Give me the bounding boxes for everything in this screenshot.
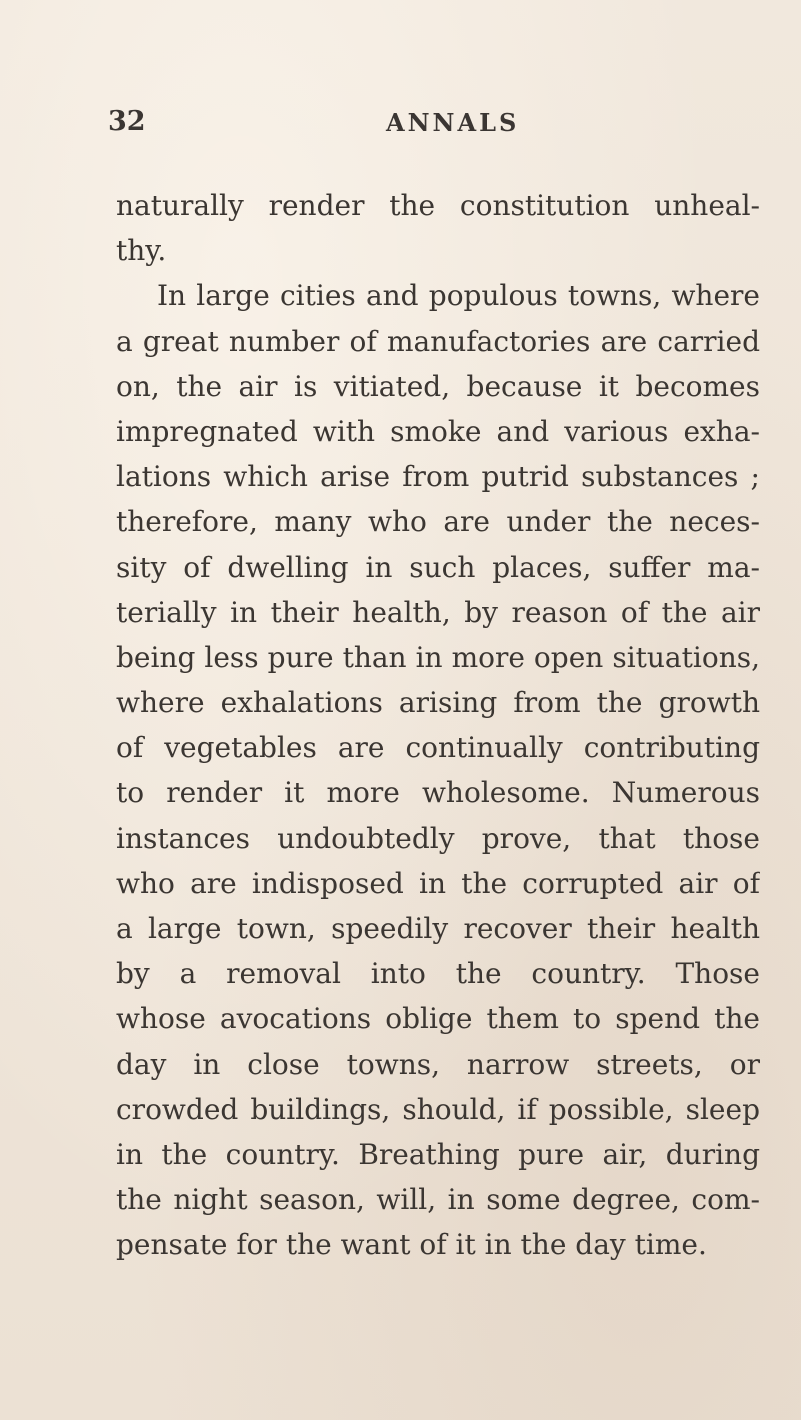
text-line: a great number of manufactories are carried — [116, 324, 760, 358]
text-line: the night season, will, in some degree, com- — [116, 1183, 760, 1217]
text-line: therefore, many who are under the neces- — [116, 505, 760, 539]
text-line: crowded buildings, should, if possible, sleep — [116, 1092, 760, 1126]
text-line: lations which arise from putrid substances ; — [116, 460, 760, 494]
text-line: naturally render the constitution unheal- — [116, 189, 760, 222]
text-line: instances undoubtedly prove, that those — [116, 821, 760, 855]
text-line: In large cities and populous towns, where — [157, 279, 760, 313]
text-line: to render it more wholesome. Numerous — [116, 776, 760, 810]
text-line: in the country. Breathing pure air, during — [116, 1137, 760, 1171]
body-text — [116, 183, 760, 1268]
text-line: whose avocations oblige them to spend the — [116, 1002, 760, 1036]
running-head: ANNALS — [386, 108, 520, 137]
page-header — [108, 106, 768, 146]
text-line: on, the air is vitiated, because it becomes — [116, 369, 760, 403]
page-number: 32 — [108, 106, 146, 137]
text-line: day in close towns, narrow streets, or — [116, 1047, 760, 1081]
text-line: a large town, speedily recover their health — [116, 912, 760, 945]
text-line: impregnated with smoke and various exha- — [116, 414, 760, 448]
text-line: where exhalations arising from the growth — [116, 686, 760, 720]
text-line: terially in their health, by reason of the air — [116, 595, 760, 629]
text-line: who are indisposed in the corrupted air of — [116, 866, 760, 900]
text-line: pensate for the want of it in the day time. — [116, 1228, 707, 1262]
text-line: by a removal into the country. Those — [116, 957, 760, 991]
text-line: of vegetables are continually contributing — [116, 731, 760, 765]
text-line: sity of dwelling in such places, suffer ma- — [116, 550, 760, 584]
text-line: being less pure than in more open situations, — [116, 640, 760, 674]
text-line: thy. — [116, 234, 167, 268]
